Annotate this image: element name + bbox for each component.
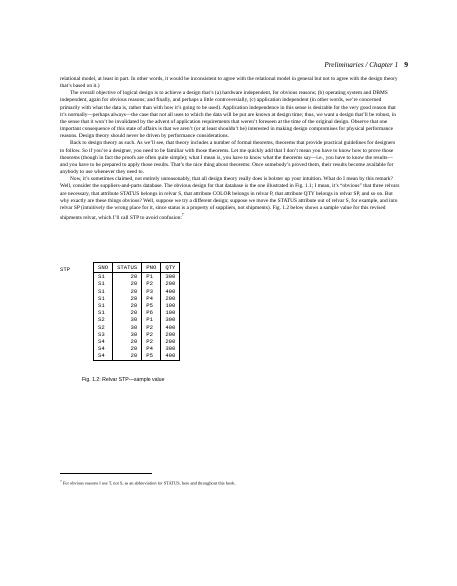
cell-status: 20 [113,352,142,360]
cell-sno: S2 [94,316,113,323]
cell-sno: S4 [94,352,113,360]
cell-qty: 400 [161,352,180,360]
cell-qty: 300 [161,345,180,352]
table-row [94,352,180,360]
table-row [94,273,180,281]
running-title: Preliminaries / Chapter 1 [324,61,399,69]
cell-status: 30 [113,331,142,338]
cell-qty: 200 [161,280,180,287]
cell-sno: S4 [94,345,113,352]
header-qty: QTY [161,263,180,273]
page-number: 9 [404,60,408,69]
cell-status: 30 [113,324,142,331]
header-pno: PNO [142,263,161,273]
footnote-ref: 7 [181,212,184,217]
cell-qty: 300 [161,316,180,323]
cell-pno: P6 [142,309,161,316]
cell-qty: 300 [161,273,180,281]
table-row [94,316,180,323]
cell-qty: 100 [161,309,180,316]
cell-qty: 200 [161,331,180,338]
cell-pno: P4 [142,295,161,302]
cell-qty: 400 [161,288,180,295]
cell-pno: P2 [142,324,161,331]
cell-sno: S1 [94,273,113,281]
cell-pno: P2 [142,338,161,345]
cell-qty: 400 [161,324,180,331]
cell-sno: S1 [94,288,113,295]
cell-sno: S3 [94,331,113,338]
footnote [60,478,400,486]
body-text [60,76,400,222]
header-status: STATUS [113,263,142,273]
cell-status: 20 [113,309,142,316]
cell-sno: S1 [94,302,113,309]
cell-status: 30 [113,316,142,323]
cell-status: 20 [113,345,142,352]
cell-pno: P1 [142,273,161,281]
cell-sno: S1 [94,295,113,302]
cell-qty: 200 [161,338,180,345]
table-row [94,302,180,309]
table-row [94,338,180,345]
cell-sno: S4 [94,338,113,345]
cell-status: 20 [113,295,142,302]
relvar-header-row [94,263,180,273]
header-sno: SNO [94,263,113,273]
table-row [94,288,180,295]
cell-status: 20 [113,288,142,295]
cell-sno: S2 [94,324,113,331]
cell-pno: P4 [142,345,161,352]
table-row [94,280,180,287]
relvar-table [93,262,180,361]
footnote-marker: 7 [60,479,62,483]
table-row [94,324,180,331]
cell-status: 20 [113,302,142,309]
cell-qty: 200 [161,295,180,302]
figure-caption: Fig. 1.2: Relvar STP—sample value [82,377,165,383]
footnote-divider [60,473,152,474]
cell-status: 20 [113,338,142,345]
paragraph-4 [60,176,400,222]
cell-sno: S1 [94,309,113,316]
footnote-text: For obvious reasons I use T, not S, as an abbreviation for STATUS, here and throughout this book. [62,480,236,486]
cell-pno: P1 [142,316,161,323]
table-row [94,345,180,352]
cell-sno: S1 [94,280,113,287]
cell-qty: 100 [161,302,180,309]
relvar-name: STP [60,266,71,273]
cell-pno: P5 [142,302,161,309]
table-row [94,331,180,338]
cell-pno: P3 [142,288,161,295]
cell-pno: P5 [142,352,161,360]
table-row [94,295,180,302]
paragraph-1: relational model, at least in part. In other words, it would be inconsistent to agree with the relational model in general but not to agree with the design theory that’s based on it.) [60,76,398,90]
paragraph-3: Back to design theory as such. As we’ll see, that theory includes a number of formal theorems, theorems that provide practical guidelines for designers to follow. So if you’re a designer, you need to be familiar with those theorems. Let me quickly add that I don’t mean you have to know how to prove those theorems (though in fact the proofs are often quite simple); what I mean is, you have to know what the theorems say—i.e., you have to know the results—and you have to be prepared to apply those results. That’s the nice thing about theorems: Once somebody’s proved them, their results become available for anybody to use whenever they need to. [60,140,396,176]
table-row [94,309,180,316]
cell-status: 20 [113,273,142,281]
cell-pno: P2 [142,280,161,287]
paragraph-2: The overall objective of logical design is to achieve a design that’s (a) hardware independent, for obvious reasons; (b) operating system and DBMS independent, again for obvious reasons; and finally, and perhaps a little controversially, (c) application independent (in other words, we’re concerned primarily with what the data is, rather than with how it’s going to be used). Application independence in this sense is desirable for the very good reason that it’s normally—perhaps always—the case that not all uses to which the data will be put are known at design time; thus, we want a design that’ll be robust, in the sense that it won’t be invalidated by the advent of application requirements that weren’t foreseen at the time of the original design. Observe that one important consequence of this state of affairs is that we aren’t (or at least shouldn’t be) interested in making design compromises for physical performance reasons. Design theory should never be driven by performance considerations. [60,90,396,140]
running-header [258,60,408,69]
cell-status: 20 [113,280,142,287]
paragraph-4-text: Now, it’s sometimes claimed, not entirely unreasonably, that all design theory really does is bolster up your intuition. What do I mean by this remark? Well, consider the suppliers-and-parts database. The obvious design for that database is the one illustrated in Fig. 1.1; I mean, it’s “obvious” that three relvars are necessary, that attribute STATUS belongs in relvar S, that attribute COLOR belongs in relvar P, that attribute QTY belongs in relvar SP, and so on. But why exactly are these things obvious? Well, suppose we try a different design; suppose we move the STATUS attribute out of relvar S, for example, and into relvar SP (intuitively the wrong place for it, since status is a property of suppliers, not shipments). Fig. 1.2 below shows a sample value for this revised shipments relvar, which I’ll call STP to avoid confusion: [60,176,400,221]
cell-pno: P2 [142,331,161,338]
relvar-body [94,273,180,360]
